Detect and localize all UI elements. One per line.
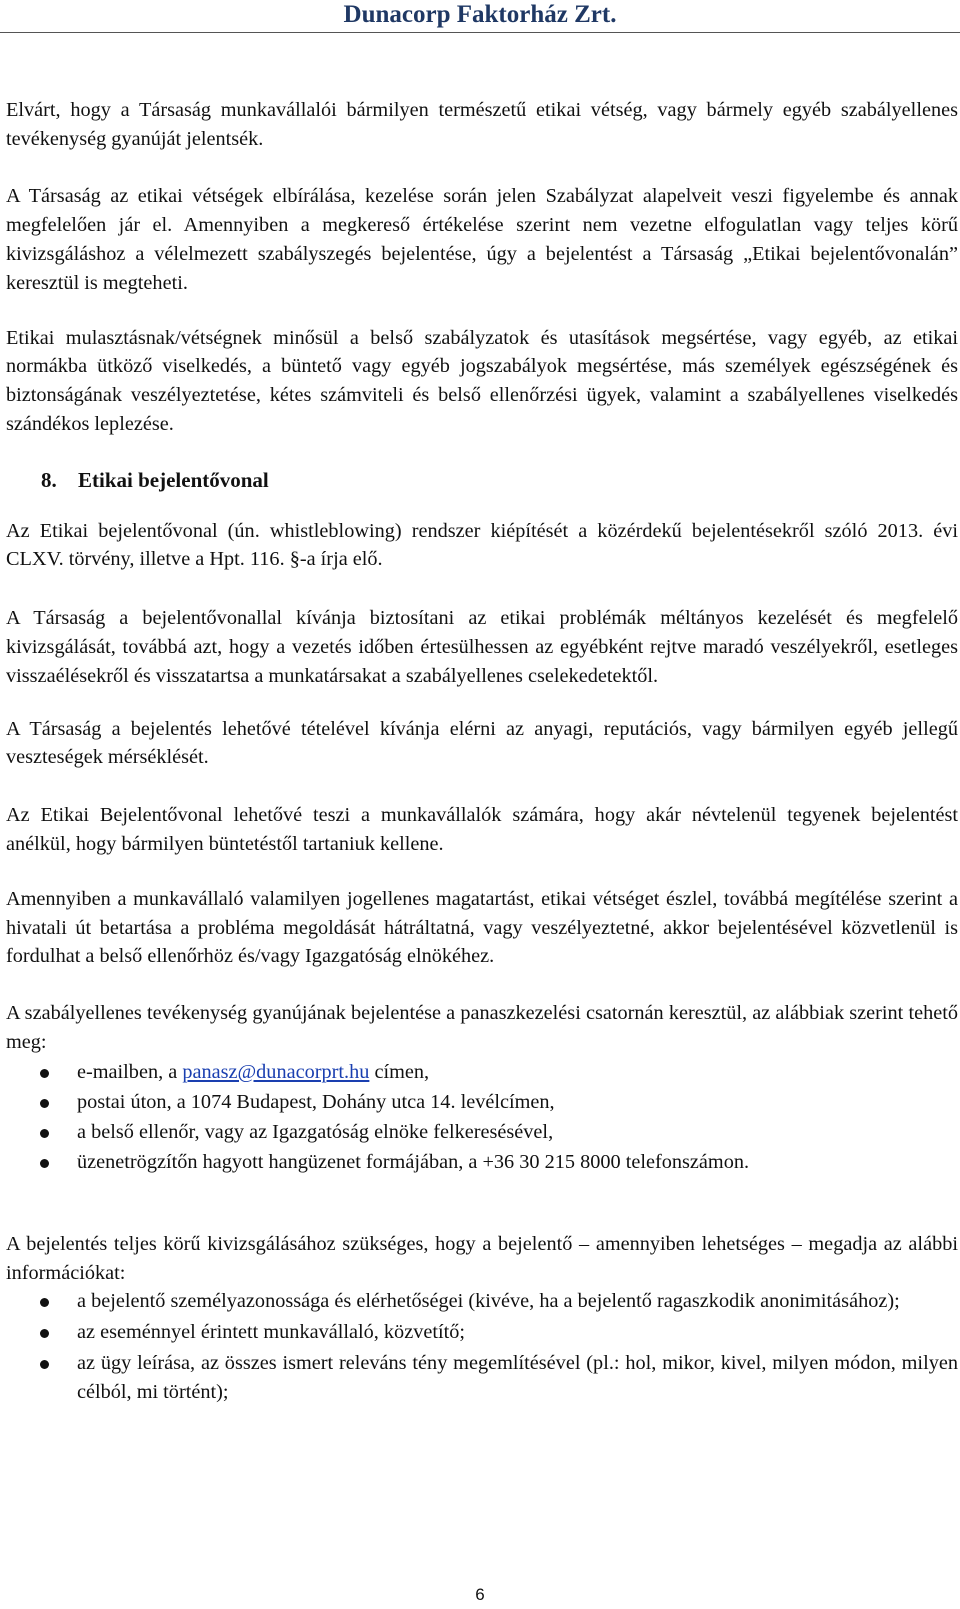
email-link[interactable]: panasz@dunacorprt.hu [182,1060,370,1083]
voicemail-text: üzenetrögzítőn hagyott hangüzenet formájában, a +36 30 215 8000 telefonszámon. [77,1150,750,1173]
email-prefix: e-mailben, a [77,1060,183,1083]
list-item-text: a bejelentő személyazonossága és elérhetőségei (kivéve, ha a bejelentő ragaszkodik anonimitásához); [77,1290,900,1313]
list-item-reporter-identity [6,1287,958,1316]
header-divider [0,32,960,33]
list-item-text: az ügy leírása, az összes ismert releváns tény megemlítésével (pl.: hol, mikor, kivel, milyen módon, milyen célból, mi történt); [77,1352,958,1404]
paragraph-ethics-handling: A Társaság az etikai vétségek elbírálása, kezelése során jelen Szabályzat alapelveit veszi figyelembe és annak megfelelően jár el. Amennyiben a megkereső értékelése szerint nem vezetne elfogulatlan vagy teljes körű kivizsgáláshoz a vélelmezett szabályszegés bejelentése, úgy a bejelentést a Társaság „Etikai bejelentővonalán” keresztül is megteheti. [6,185,958,294]
bullet-icon [40,1360,49,1369]
paragraph-whistleblowing-law: Az Etikai bejelentővonal (ún. whistleblowing) rendszer kiépítését a közérdekű bejelentésekről szóló 2013. évi CLXV. törvény, illetve a Hpt. 116. §-a írja elő. [6,519,958,571]
list-item-internal-auditor [6,1117,958,1147]
paragraph-reporting-expectation: Elvárt, hogy a Társaság munkavállalói bármilyen természetű etikai vétség, vagy bármely egyéb szabályellenes tevékenység gyanúját jelentsék. [6,99,958,150]
paragraph-required-information-intro: A bejelentés teljes körű kivizsgálásához szükséges, hogy a bejelentő – amennyiben lehetséges – megadja az alábbi információkat: [6,1232,958,1284]
list-item-email [6,1057,958,1087]
list-item-voicemail [6,1147,958,1177]
page-header-title: Dunacorp Faktorház Zrt. [343,1,617,28]
paragraph-direct-reporting: Amennyiben a munkavállaló valamilyen jogellenes magatartást, etikai vétséget észlel, továbbá megítélése szerint a hivatali út betartása a probléma megoldását hátráltatná, vagy veszélyeztetné, akkor bejelentésével közvetlenül is fordulhat a belső ellenőrhöz és/vagy Igazgatóság elnökéhez. [6,887,958,968]
document-body [6,96,958,1407]
page-number: 6 [475,1585,485,1604]
required-information-list [6,1287,958,1407]
bullet-icon [40,1159,49,1168]
paragraph-hotline-purpose: A Társaság a bejelentővonallal kívánja biztosítani az etikai problémák méltányos kezelését és megfelelő kivizsgálását, továbbá azt, hogy a vezetés időben értesülhessen az egyébként rejtve maradó veszélyekről, esetleges visszaélésekről és visszatartsa a munkatársakat a szabályellenes cselekedetektől. [6,607,958,687]
paragraph-loss-mitigation: A Társaság a bejelentés lehetővé tételével kívánja elérni az anyagi, reputációs, vagy bármilyen egyéb jellegű veszteségek mérséklését. [6,717,958,769]
postal-text: postai úton, a 1074 Budapest, Dohány utca 14. levélcímen, [77,1090,555,1113]
bullet-icon [40,1329,49,1338]
section-number: 8. [41,467,57,492]
paragraph-reporting-channels-intro: A szabályellenes tevékenység gyanújának bejelentése a panaszkezelési csatornán keresztül, az alábbiak szerint tehető meg: [6,1002,958,1053]
list-item-text: az eseménnyel érintett munkavállaló, közvetítő; [77,1321,466,1344]
bullet-icon [40,1298,49,1307]
paragraph-ethics-violation-definition: Etikai mulasztásnak/vétségnek minősül a belső szabályzatok és utasítások megsértése, vagy egyéb, az etikai normákba ütköző viselkedés, a büntető vagy egyéb jogszabályok megsértése, más személyek egészségének és biztonságának veszélyeztetése, kétes számviteli és belső ellenőrzési ügyek, valamint a szabályellenes viselkedés szándékos leplezése. [6,326,958,435]
list-item-case-description [6,1349,958,1407]
section-title: Etikai bejelentővonal [78,467,269,492]
section-heading [6,466,958,495]
list-item-postal [6,1087,958,1117]
bullet-icon [40,1129,49,1138]
bullet-icon [40,1099,49,1108]
bullet-icon [40,1069,49,1078]
reporting-channels-list [6,1057,958,1177]
paragraph-anonymous-reporting: Az Etikai Bejelentővonal lehetővé teszi a munkavállalók számára, hogy akár névtelenül tegyenek bejelentést anélkül, hogy bármilyen büntetéstől tartaniuk kellene. [6,804,958,855]
list-item-affected-employee [6,1318,958,1347]
email-suffix: címen, [369,1060,430,1083]
internal-text: a belső ellenőr, vagy az Igazgatóság elnöke felkeresésével, [77,1120,554,1143]
